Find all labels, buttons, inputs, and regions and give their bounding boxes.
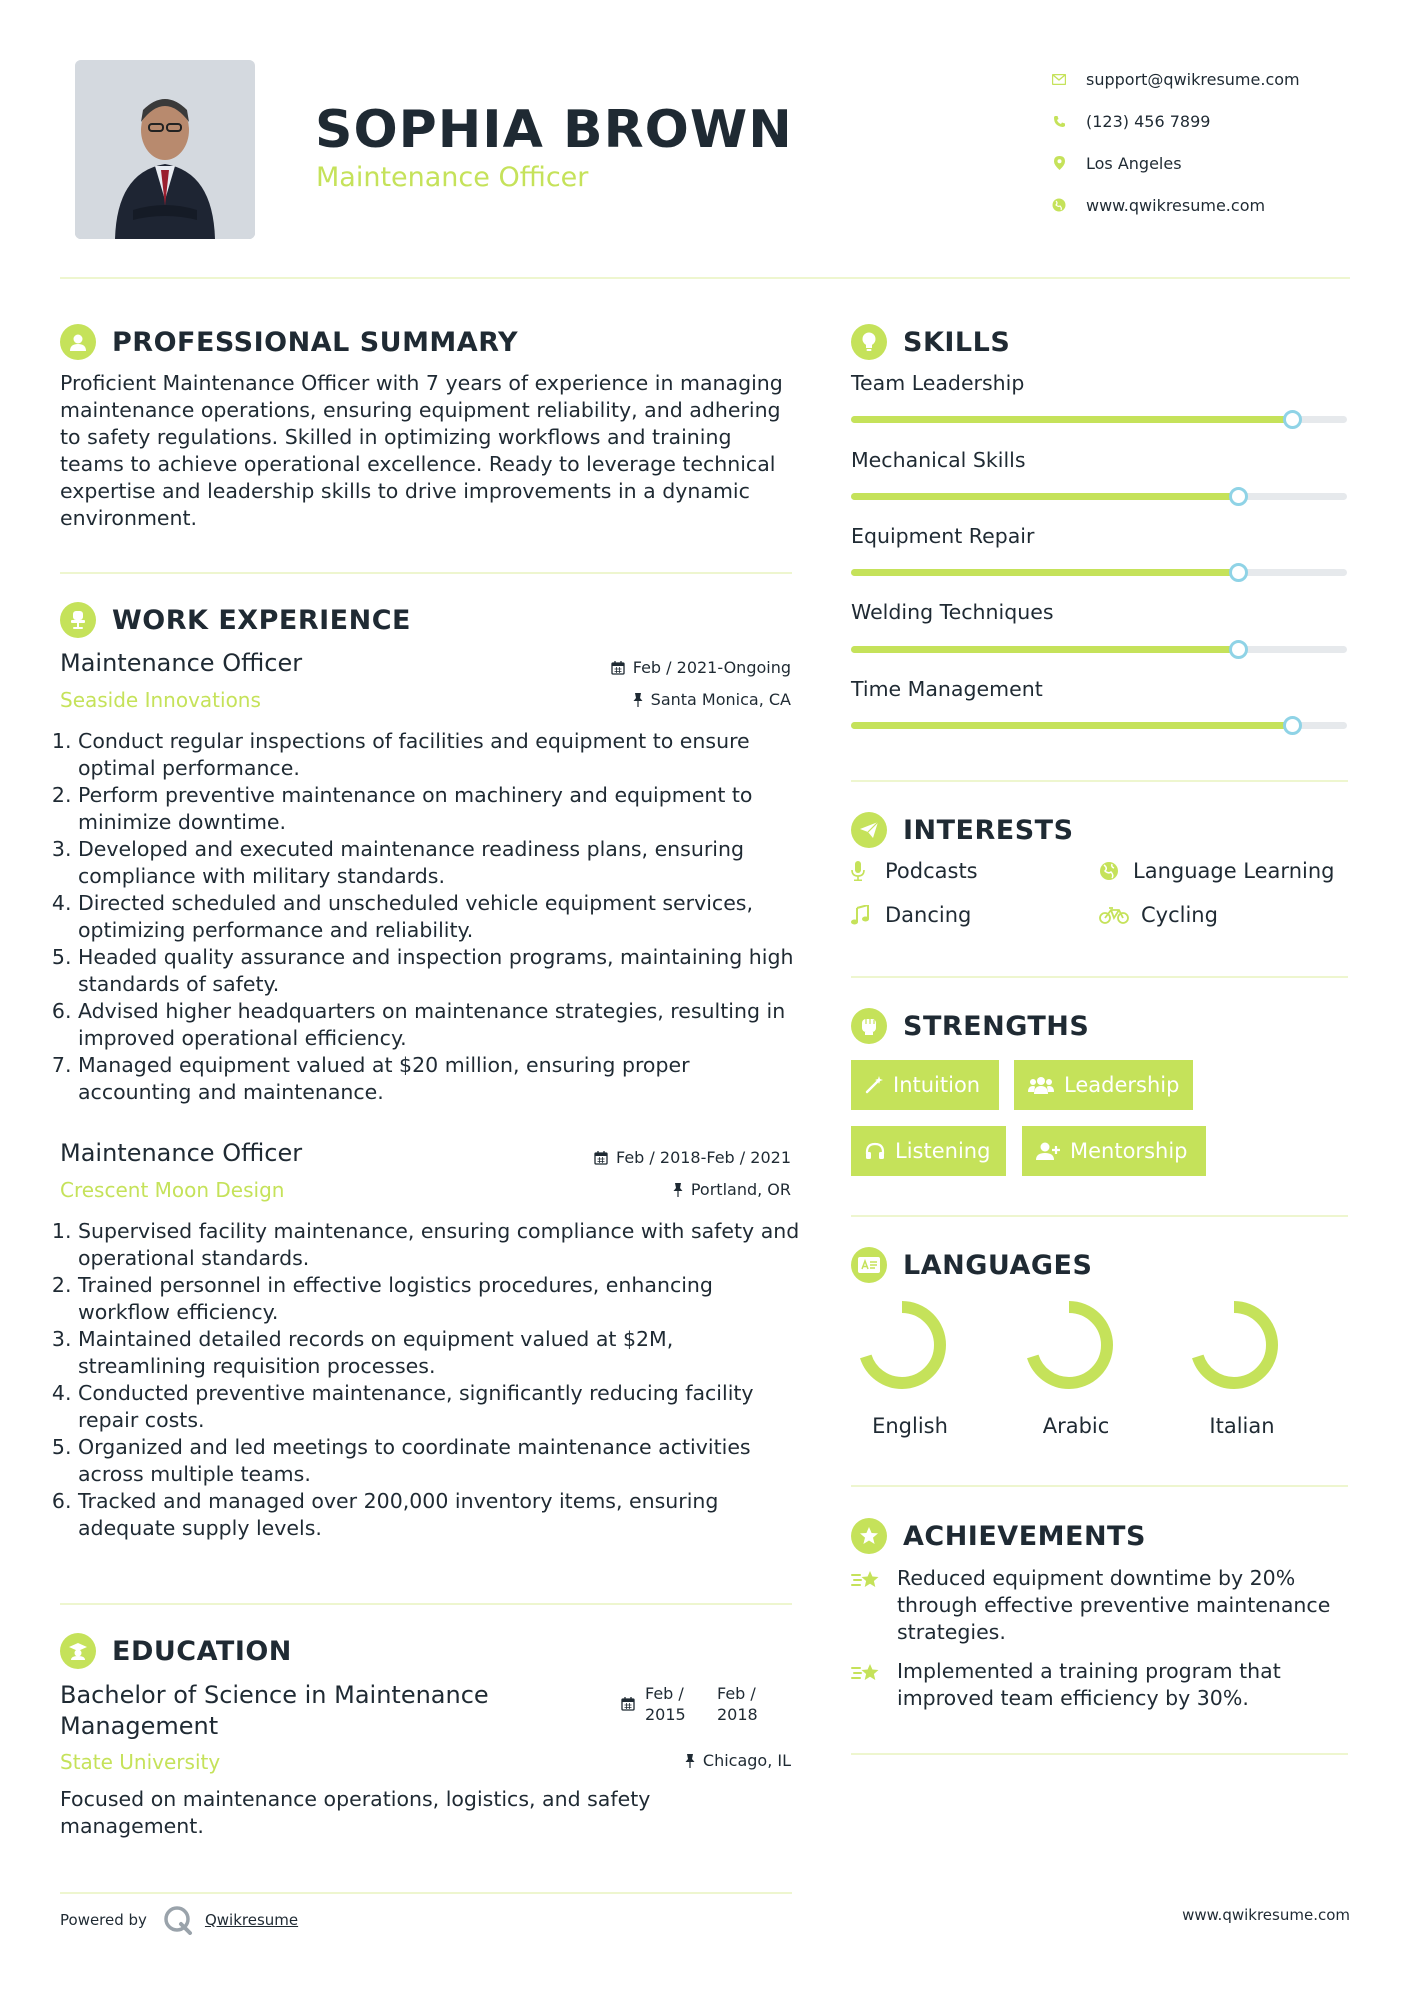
education-description: Focused on maintenance operations, logistics, and safety management. [60,1787,651,1838]
interest-item: Dancing [851,903,971,927]
graduate-icon [60,1633,96,1669]
location-pin-icon [1052,156,1066,170]
contact-email[interactable]: support@qwikresume.com [1052,58,1352,100]
strengths-heading: STRENGTHS [851,1008,1089,1044]
qwikresume-link[interactable]: Qwikresume [204,1911,299,1929]
interests-divider [851,976,1348,978]
achievements-heading: ACHIEVEMENTS [851,1518,1146,1554]
language-ring-arc [1031,1307,1107,1383]
languages-heading: LANGUAGES [851,1247,1092,1283]
pushpin-icon [673,1183,683,1197]
calendar-icon [611,661,625,675]
achievement-item: Reduced equipment downtime by 20% through effective preventive maintenance strategies. [851,1565,1351,1646]
list-item: 3. Maintained detailed records on equipment valued at $2M, streamlining requisition processes. [78,1326,800,1380]
globe-icon [1052,198,1066,212]
skill-name: Time Management [851,677,1043,701]
education-dates: Feb / 2015 Feb / 2018 [621,1683,765,1725]
skill-bar [851,416,1347,423]
skill-name: Welding Techniques [851,600,1054,624]
list-item: 3. Developed and executed maintenance readiness plans, ensuring compliance with military standards. [78,836,800,890]
interest-item: Podcasts [851,859,978,883]
contact-phone[interactable]: (123) 456 7899 [1052,100,1352,142]
qwikresume-logo-icon [163,1905,193,1935]
experience-divider [60,1603,792,1605]
achievement-item: Implemented a training program that improved team efficiency by 30%. [851,1658,1351,1712]
contact-website[interactable]: www.qwikresume.com [1052,184,1352,226]
list-item: 4. Directed scheduled and unscheduled vehicle equipment services, optimizing performance and reliability. [78,890,800,944]
header-divider [60,277,1350,279]
candidate-name: SOPHIA BROWN [315,100,793,160]
school-name: State University [60,1750,221,1774]
interests-heading: INTERESTS [851,812,1074,848]
list-item: 1. Conduct regular inspections of facilities and equipment to ensure optimal performance. [78,728,800,782]
skill-bar-fill [851,722,1292,729]
music-note-icon [851,905,875,925]
languages-divider [851,1485,1348,1487]
contact-list [1052,58,1352,226]
summary-divider [60,572,792,574]
lightbulb-icon [851,324,887,360]
user-icon [60,324,96,360]
user-plus-icon [1036,1142,1060,1160]
language-ring [857,1300,947,1390]
skill-bar [851,646,1347,653]
job-location: Portland, OR [673,1180,791,1199]
pushpin-icon [685,1754,695,1768]
skill-bar-knob[interactable] [1229,563,1248,582]
language-name: Arabic [1042,1414,1110,1438]
strength-chip: Intuition [851,1060,999,1110]
job-dates: Feb / 2021-Ongoing [611,658,791,677]
job-location: Santa Monica, CA [633,690,791,709]
skill-name: Team Leadership [851,371,1025,395]
list-item: 7. Managed equipment valued at $20 million, ensuring proper accounting and maintenance. [78,1052,800,1106]
skills-heading: SKILLS [851,324,1010,360]
envelope-icon [1052,72,1066,86]
paper-plane-icon [851,812,887,848]
interest-item: Language Learning [1099,859,1334,883]
calendar-icon [621,1697,635,1711]
job-duties [60,728,800,1106]
experience-heading: WORK EXPERIENCE [60,602,411,638]
language-ring [1189,1300,1279,1390]
skill-bar-knob[interactable] [1229,640,1248,659]
shooting-star-icon [851,1658,883,1693]
skill-bar-fill [851,416,1292,423]
job-title: Maintenance Officer [60,1139,303,1167]
globe-icon [1099,861,1123,881]
footer-url[interactable]: www.qwikresume.com [1182,1906,1350,1924]
skill-bar-fill [851,646,1238,653]
skills-divider [851,780,1348,782]
strengths-divider [851,1215,1348,1217]
list-item: 6. Advised higher headquarters on maintenance strategies, resulting in improved operational efficiency. [78,998,800,1052]
language-ring [1024,1300,1114,1390]
list-item: 5. Organized and led meetings to coordinate maintenance activities across multiple teams. [78,1434,800,1488]
job-company: Seaside Innovations [60,688,261,712]
education-location: Chicago, IL [685,1751,791,1770]
education-divider [60,1892,792,1894]
language-ring-arc [864,1307,940,1383]
strength-chip: Leadership [1014,1060,1193,1110]
bicycle-icon [1099,906,1131,924]
list-item: 1. Supervised facility maintenance, ensuring compliance with safety and operational standards. [78,1218,800,1272]
language-name: English [872,1414,948,1438]
achievements-divider [851,1753,1348,1755]
job-dates: Feb / 2018-Feb / 2021 [594,1148,791,1167]
shooting-star-icon [851,1565,883,1600]
skill-bar [851,493,1347,500]
summary-text: Proficient Maintenance Officer with 7 years of experience in managing maintenance operations, ensuring equipment reliability, and adhering to safety regulations. Skilled in optimizing workflows and training teams to achieve operational excellence. Ready to leverage technical expertise and leadership skills to drive improvements in a dynamic environment. [60,371,783,530]
skill-bar [851,569,1347,576]
skill-bar-knob[interactable] [1229,487,1248,506]
skill-bar [851,722,1347,729]
skill-bar-fill [851,493,1238,500]
language-ring-arc [1196,1307,1272,1383]
skill-name: Mechanical Skills [851,448,1026,472]
list-item: 2. Perform preventive maintenance on machinery and equipment to minimize downtime. [78,782,800,836]
chair-icon [60,602,96,638]
strength-chip: Mentorship [1022,1126,1206,1176]
calendar-icon [594,1151,608,1165]
interest-item: Cycling [1099,903,1218,927]
star-badge-icon [851,1518,887,1554]
candidate-role: Maintenance Officer [316,162,589,193]
contact-location: Los Angeles [1052,142,1352,184]
skill-name: Equipment Repair [851,524,1035,548]
summary-heading: PROFESSIONAL SUMMARY [60,324,518,360]
skill-bar-knob[interactable] [1283,716,1302,735]
skill-bar-fill [851,569,1238,576]
list-item: 6. Tracked and managed over 200,000 inventory items, ensuring adequate supply levels. [78,1488,800,1542]
list-item: 4. Conducted preventive maintenance, significantly reducing facility repair costs. [78,1380,800,1434]
strength-chip: Listening [851,1126,1006,1176]
job-title: Maintenance Officer [60,649,303,677]
phone-icon [1052,114,1066,128]
magic-wand-icon [865,1076,883,1094]
footer-powered-by: Powered by Qwikresume [60,1905,298,1935]
language-name: Italian [1209,1414,1275,1438]
job-duties [60,1218,800,1542]
education-heading: EDUCATION [60,1633,292,1669]
group-icon [1028,1076,1054,1094]
microphone-icon [851,861,875,881]
skill-bar-knob[interactable] [1283,410,1302,429]
pushpin-icon [633,693,643,707]
headphones-icon [865,1142,885,1160]
list-item: 2. Trained personnel in effective logistics procedures, enhancing workflow efficiency. [78,1272,800,1326]
fist-icon [851,1008,887,1044]
language-card-icon [851,1247,887,1283]
job-company: Crescent Moon Design [60,1178,285,1202]
list-item: 5. Headed quality assurance and inspection programs, maintaining high standards of safety. [78,944,800,998]
profile-photo [75,60,255,239]
degree-title: Bachelor of Science in Maintenance Management [60,1681,489,1740]
